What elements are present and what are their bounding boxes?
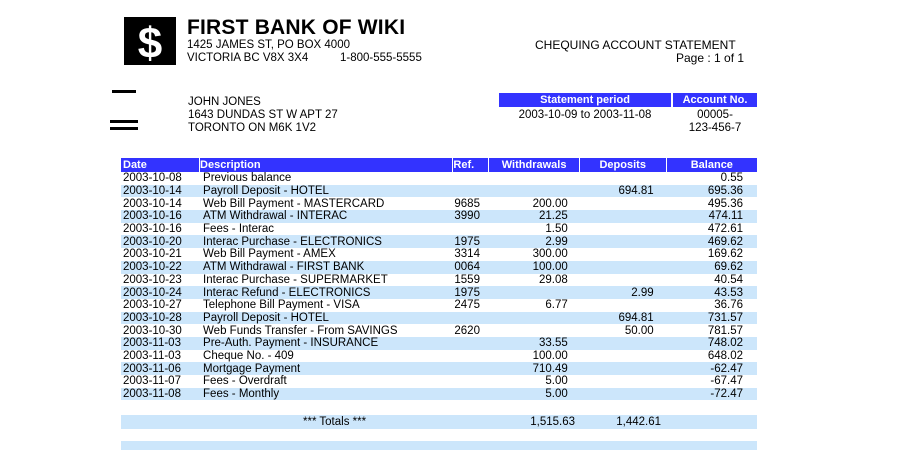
table-row (121, 197, 757, 210)
column-header-description: Description (199, 158, 452, 172)
bank-name: FIRST BANK OF WIKI (187, 16, 406, 39)
table-header-row (121, 158, 757, 172)
customer-address-line2: TORONTO ON M6K 1V2 (188, 122, 317, 134)
cell-ref: 3990 (452, 210, 488, 223)
cell-ref: 3314 (454, 248, 480, 261)
fold-mark (110, 127, 138, 130)
table-row (121, 350, 757, 363)
cell-description: Web Bill Payment - AMEX (203, 248, 336, 261)
account-number-value-line2: 123-456-7 (688, 122, 742, 134)
table-footer-bar (121, 441, 757, 450)
cell-withdrawals (488, 324, 578, 337)
table-row (121, 337, 757, 350)
customer-address-line1: 1643 DUNDAS ST W APT 27 (188, 109, 338, 121)
table-row (121, 235, 757, 248)
cell-ref: 9685 (454, 197, 480, 210)
column-header-deposits: Deposits (579, 158, 666, 172)
cell-withdrawals (488, 185, 578, 198)
cell-balance: 748.02 (666, 337, 757, 350)
cell-description: ATM Withdrawal - FIRST BANK (199, 261, 452, 274)
cell-balance: -72.47 (666, 388, 757, 401)
cell-balance: 474.11 (666, 210, 757, 223)
cell-ref: 1975 (452, 235, 488, 248)
cell-deposits (579, 223, 666, 236)
table-row (121, 274, 757, 287)
cell-balance: -62.47 (666, 362, 757, 375)
cell-withdrawals: 300.00 (532, 248, 568, 261)
cell-deposits (579, 350, 666, 363)
cell-description: Web Bill Payment - MASTERCARD (203, 197, 385, 210)
cell-date: 2003-11-06 (121, 362, 199, 375)
statement-title: CHEQUING ACCOUNT STATEMENT (535, 38, 736, 52)
cell-balance: 472.61 (707, 223, 743, 236)
totals-label: *** Totals *** (303, 416, 367, 428)
cell-ref: 1975 (452, 286, 488, 299)
cell-withdrawals: 29.08 (538, 273, 568, 286)
cell-date: 2003-10-20 (121, 235, 199, 248)
cell-description: Pre-Auth. Payment - INSURANCE (199, 337, 452, 350)
cell-withdrawals: 710.49 (488, 362, 578, 375)
cell-date: 2003-10-28 (121, 312, 199, 325)
cell-balance: 40.54 (714, 273, 743, 286)
svg-text:$: $ (137, 19, 163, 65)
cell-balance: -67.47 (710, 375, 743, 388)
cell-balance: 36.76 (714, 299, 743, 312)
cell-ref (452, 337, 488, 350)
table-row (121, 299, 757, 312)
table-row (121, 286, 757, 299)
totals-deposits: 1,442.61 (616, 416, 661, 428)
cell-description: Fees - Monthly (199, 388, 452, 401)
cell-ref (452, 350, 488, 363)
cell-deposits (579, 197, 666, 210)
cell-balance: 648.02 (707, 349, 743, 362)
account-number-value-line1: 00005- (697, 109, 733, 121)
cell-balance: 469.62 (666, 235, 757, 248)
cell-withdrawals: 200.00 (532, 197, 568, 210)
cell-date: 2003-10-27 (123, 299, 182, 312)
cell-withdrawals (488, 172, 578, 185)
cell-ref (452, 388, 488, 401)
cell-withdrawals: 33.55 (488, 337, 578, 350)
cell-description: Mortgage Payment (199, 362, 452, 375)
cell-date: 2003-10-14 (123, 197, 182, 210)
cell-date: 2003-10-24 (121, 286, 199, 299)
table-row (121, 185, 757, 198)
cell-balance: 69.62 (666, 261, 757, 274)
cell-description: Previous balance (203, 172, 292, 185)
fold-mark (112, 90, 136, 93)
column-header-date: Date (121, 158, 199, 172)
cell-date: 2003-10-16 (121, 210, 199, 223)
cell-ref: 2620 (454, 324, 480, 337)
cell-deposits (579, 261, 666, 274)
cell-date: 2003-11-07 (123, 375, 181, 388)
cell-description: Web Funds Transfer - From SAVINGS (203, 324, 398, 337)
cell-deposits (579, 248, 666, 261)
cell-ref: 0064 (452, 261, 488, 274)
column-header-balance: Balance (666, 158, 757, 172)
column-header-withdrawals: Withdrawals (488, 158, 578, 172)
cell-date: 2003-10-08 (123, 172, 182, 185)
cell-date: 2003-11-08 (121, 388, 199, 401)
cell-withdrawals (488, 312, 578, 325)
cell-date: 2003-10-16 (123, 223, 182, 236)
cell-description: ATM Withdrawal - INTERAC (199, 210, 452, 223)
cell-date: 2003-11-03 (121, 337, 199, 350)
cell-ref (452, 375, 488, 388)
cell-withdrawals (488, 286, 578, 299)
customer-name: JOHN JONES (188, 96, 261, 108)
account-number-header: Account No. (673, 93, 757, 107)
table-row (121, 248, 757, 261)
cell-withdrawals: 1.50 (545, 223, 568, 236)
cell-deposits (579, 362, 666, 375)
cell-description: Interac Refund - ELECTRONICS (199, 286, 452, 299)
cell-balance: 781.57 (707, 324, 743, 337)
cell-ref (452, 223, 488, 236)
cell-date: 2003-10-23 (123, 273, 182, 286)
table-row (121, 223, 757, 236)
cell-balance: 169.62 (707, 248, 743, 261)
cell-deposits (579, 210, 666, 223)
column-header-ref: Ref. (452, 158, 488, 172)
cell-ref: 1559 (454, 273, 480, 286)
cell-date: 2003-10-22 (121, 261, 199, 274)
table-row (121, 312, 757, 325)
cell-deposits: 50.00 (624, 324, 654, 337)
cell-withdrawals: 5.00 (545, 375, 568, 388)
cell-withdrawals: 5.00 (488, 388, 578, 401)
cell-description: Telephone Bill Payment - VISA (203, 299, 360, 312)
cell-description: Interac Purchase - SUPERMARKET (203, 273, 388, 286)
totals-withdrawals: 1,515.63 (530, 416, 575, 428)
statement-page-number: Page : 1 of 1 (676, 51, 745, 65)
cell-ref (452, 362, 488, 375)
cell-withdrawals: 6.77 (545, 299, 568, 312)
cell-deposits (579, 172, 666, 185)
statement-period-header: Statement period (499, 93, 671, 107)
cell-date: 2003-10-21 (123, 248, 182, 261)
table-row (121, 261, 757, 274)
cell-ref (452, 312, 488, 325)
bank-phone: 1-800-555-5555 (340, 52, 422, 64)
cell-balance: 43.53 (666, 286, 757, 299)
cell-deposits (579, 375, 666, 388)
cell-withdrawals: 21.25 (488, 210, 578, 223)
table-row (121, 388, 757, 401)
totals-row (121, 415, 757, 429)
dollar-sign-icon (124, 17, 176, 65)
cell-deposits (579, 337, 666, 350)
cell-deposits (579, 235, 666, 248)
cell-ref (452, 172, 488, 185)
bank-logo (124, 17, 176, 65)
cell-description: Interac Purchase - ELECTRONICS (199, 235, 452, 248)
table-row (121, 362, 757, 375)
cell-description: Cheque No. - 409 (203, 349, 294, 362)
fold-mark (110, 120, 138, 123)
cell-date: 2003-10-14 (121, 185, 199, 198)
cell-balance: 0.55 (720, 172, 743, 185)
cell-deposits (579, 388, 666, 401)
cell-description: Payroll Deposit - HOTEL (199, 312, 452, 325)
cell-balance: 731.57 (666, 312, 757, 325)
cell-deposits: 694.81 (579, 312, 666, 325)
cell-date: 2003-10-30 (123, 324, 182, 337)
table-row (121, 324, 757, 337)
transactions-table (121, 158, 757, 400)
cell-ref: 2475 (454, 299, 480, 312)
cell-withdrawals: 100.00 (532, 349, 568, 362)
cell-deposits (579, 299, 666, 312)
cell-description: Fees - Overdraft (203, 375, 287, 388)
bank-address-line1: 1425 JAMES ST, PO BOX 4000 (187, 39, 350, 51)
table-row (121, 172, 757, 185)
cell-deposits: 694.81 (579, 185, 666, 198)
cell-ref (452, 185, 488, 198)
cell-description: Fees - Interac (203, 223, 274, 236)
cell-date: 2003-11-03 (123, 349, 181, 362)
cell-balance: 695.36 (666, 185, 757, 198)
cell-description: Payroll Deposit - HOTEL (199, 185, 452, 198)
cell-deposits (579, 274, 666, 287)
cell-withdrawals: 100.00 (488, 261, 578, 274)
table-row (121, 210, 757, 223)
statement-period-value: 2003-10-09 to 2003-11-08 (518, 109, 652, 121)
cell-deposits: 2.99 (579, 286, 666, 299)
cell-balance: 495.36 (707, 197, 743, 210)
table-row (121, 375, 757, 388)
cell-withdrawals: 2.99 (488, 235, 578, 248)
bank-address-line2: VICTORIA BC V8X 3X4 (187, 52, 309, 64)
